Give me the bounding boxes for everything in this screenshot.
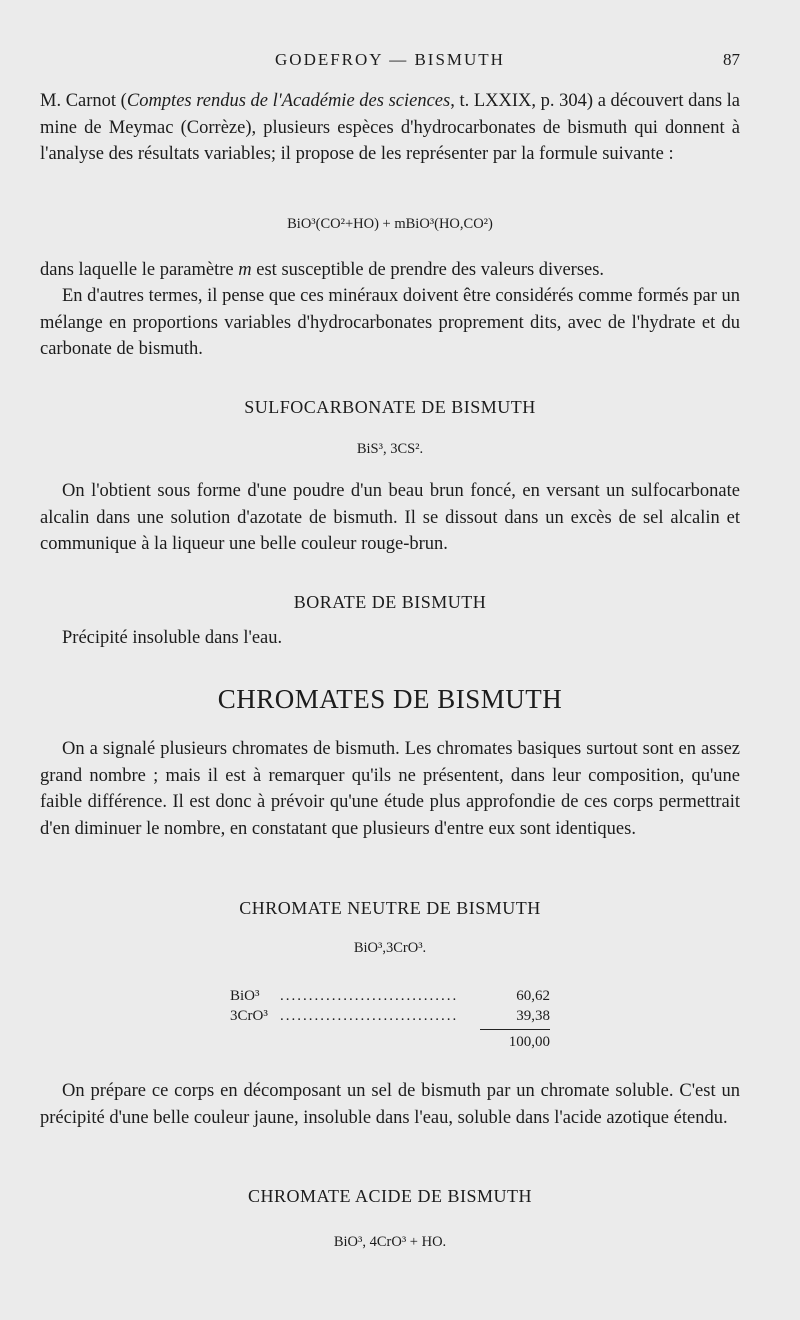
parameter-paragraph [40,257,740,284]
page-number: 87 [723,50,740,69]
carnot-formula: BiO³(CO²+HO) + mBiO³(HO,CO²) [287,216,493,232]
table-row [230,986,550,1006]
dot-leader: ............................... [280,1008,459,1024]
component-value: 60,62 [516,988,550,1004]
acide-formula: BiO³, 4CrO³ + HO. [333,1234,447,1250]
intro-text-a: M. Carnot ( [40,91,127,111]
param-variable: m [238,260,252,280]
chromates-paragraph: On a signalé plusieurs chromates de bismuth. Les chromates basiques surtout sont en assez grand nombre ; mais il est à remarquer qu'ils ne présentent, dans leur composition, qu'une faible différence. Il est donc à prévoir qu'une étude plus approfondie de ces corps permettrait d'en diminuer le nombre, en constatant que plusieurs d'entre eux sont identiques. [40,739,740,839]
neutre-paragraph: On prépare ce corps en décomposant un sel de bismuth par un chromate soluble. C'est un précipité d'une belle couleur jaune, insoluble dans l'eau, soluble dans l'acide azotique étendu. [40,1081,740,1128]
section-heading-sulfocarbonate: SULFOCARBONATE DE BISMUTH [244,397,536,417]
neutre-formula: BiO³,3CrO³. [353,940,427,956]
component-label: BiO³ [230,988,260,1004]
interpretation-paragraph: En d'autres termes, il pense que ces minéraux doivent être considérés comme formés par un mélange en proportions variables d'hydrocarbonates proprement dits, avec de l'hydrate et du carbonate de bismuth. [40,286,740,359]
dot-leader: ............................... [280,988,459,1004]
sulfocarbonate-paragraph: On l'obtient sous forme d'une poudre d'un beau brun foncé, en versant un sulfocarbonate alcalin dans une solution d'azotate de bismuth. Il se dissout dans un excès de sel alcalin et communique à la liqueur une belle couleur rouge-brun. [40,481,740,554]
sulfocarbonate-formula: BiS³, 3CS². [356,441,424,457]
composition-table [230,986,550,1052]
param-text-b: est susceptible de prendre des valeurs diverses. [251,260,605,280]
page-header [40,50,740,74]
running-title: GODEFROY — BISMUTH [275,50,505,69]
borate-paragraph: Précipité insoluble dans l'eau. [62,628,283,648]
param-text-a: dans laquelle le paramètre [40,260,239,280]
component-label: 3CrO³ [230,1008,268,1024]
intro-paragraph [40,88,740,168]
intro-text-b: , t. LXXIX, p. 304) a découvert dans la mine de Meymac (Corrèze), plusieurs espèces d'hydrocarbonates de bismuth qui donnent à l'analyse des résultats variables; il propose de les représenter par la formule suivante : [40,91,741,164]
table-total-row [230,1032,550,1052]
chapter-heading-chromates: CHROMATES DE BISMUTH [217,684,563,714]
component-value: 39,38 [516,1008,550,1024]
intro-reference: Comptes rendus de l'Académie des sciences [126,91,451,111]
total-value: 100,00 [508,1034,550,1050]
sum-rule [480,1029,550,1030]
section-heading-borate: BORATE DE BISMUTH [293,592,487,612]
section-heading-acide: CHROMATE ACIDE DE BISMUTH [247,1186,532,1206]
table-row [230,1006,550,1026]
section-heading-neutre: CHROMATE NEUTRE DE BISMUTH [239,898,541,918]
